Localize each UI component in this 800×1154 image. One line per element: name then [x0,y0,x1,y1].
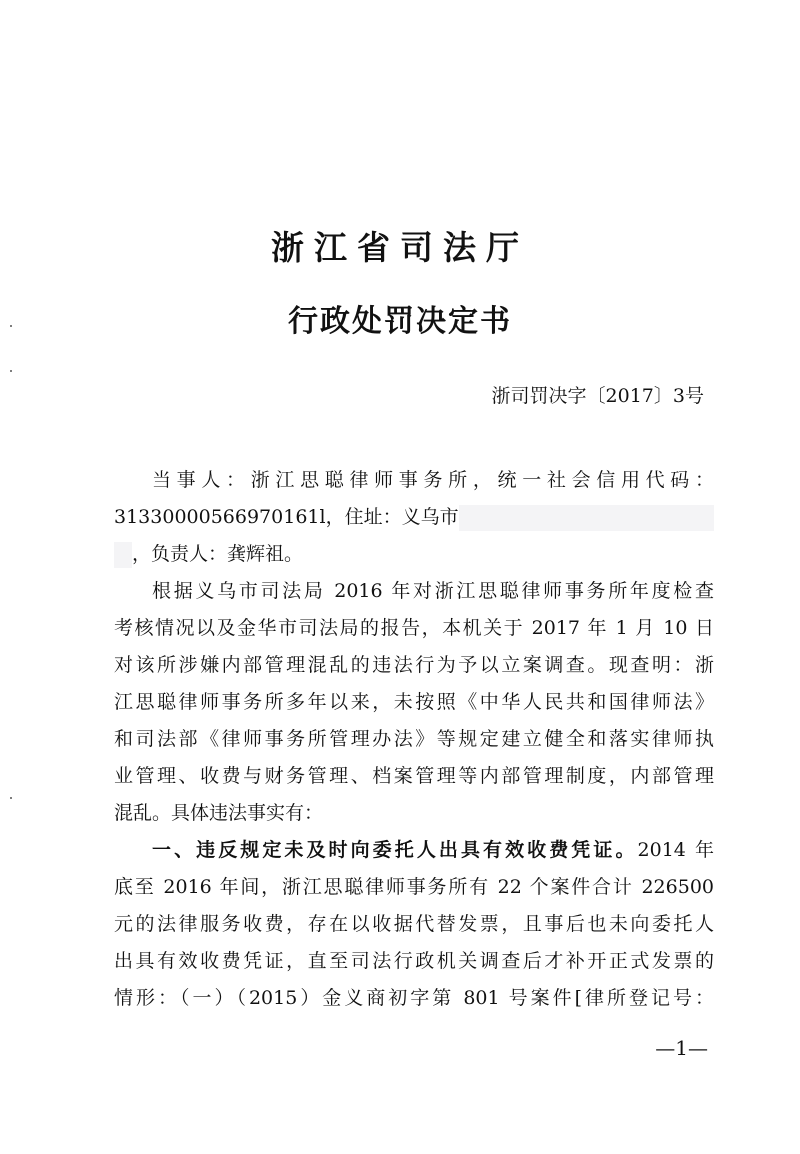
party-paragraph [114,462,714,573]
paragraph-text: 2014 年 [637,839,714,861]
page-number: —1— [655,1036,708,1060]
paragraph-line: 元的法律服务收费，存在以收据代替发票，且事后也未向委托人 [114,913,714,935]
credit-code-address: 31330000566970161l，住址：义乌市 [114,506,459,528]
document-body [114,462,714,1017]
responsible-person: ，负责人：龚辉祖。 [132,543,304,565]
paragraph-line: 考核情况以及金华市司法局的报告，本机关于 2017 年 1 月 10 日 [114,617,714,639]
paragraph-line: 出具有效收费凭证，直至司法行政机关调查后才补开正式发票的 [114,950,714,972]
paragraph-line: 根据义乌市司法局 2016 年对浙江思聪律师事务所年度检查 [152,580,714,602]
paragraph-line [114,832,714,869]
paragraph-line: 和司法部《律师事务所管理办法》等规定建立健全和落实律师执 [114,728,714,750]
paragraph-line: 情形：（一）（2015）金义商初字第 801 号案件[律所登记号： [114,987,714,1009]
issuer-title: 浙江省司法厅 [271,228,529,267]
paragraph-line: 混乱。具体违法事实有： [114,802,324,824]
redacted-address-end [114,542,132,568]
violation-heading: 一、违反规定未及时向委托人出具有效收费凭证。 [152,839,638,861]
document-type-title: 行政处罚决定书 [288,304,512,339]
paragraph-line: 江思聪律师事务所多年以来，未按照《中华人民共和国律师法》 [114,691,714,713]
paragraph-line: 当事人：浙江思聪律师事务所，统一社会信用代码： [152,469,714,491]
scan-speck [10,325,12,327]
scan-speck [10,797,12,799]
paragraph-line [114,499,714,536]
facts-paragraph [114,573,714,832]
paragraph-line [114,536,714,573]
paragraph-line: 底至 2016 年间，浙江思聪律师事务所有 22 个案件合计 226500 [114,876,714,898]
redacted-address [459,505,714,531]
document-number: 浙司罚决字〔2017〕3号 [491,385,704,407]
violation-paragraph [114,832,714,1017]
scan-speck [10,370,12,372]
paragraph-line: 业管理、收费与财务管理、档案管理等内部管理制度，内部管理 [114,765,714,787]
paragraph-line: 对该所涉嫌内部管理混乱的违法行为予以立案调查。现查明：浙 [114,654,714,676]
